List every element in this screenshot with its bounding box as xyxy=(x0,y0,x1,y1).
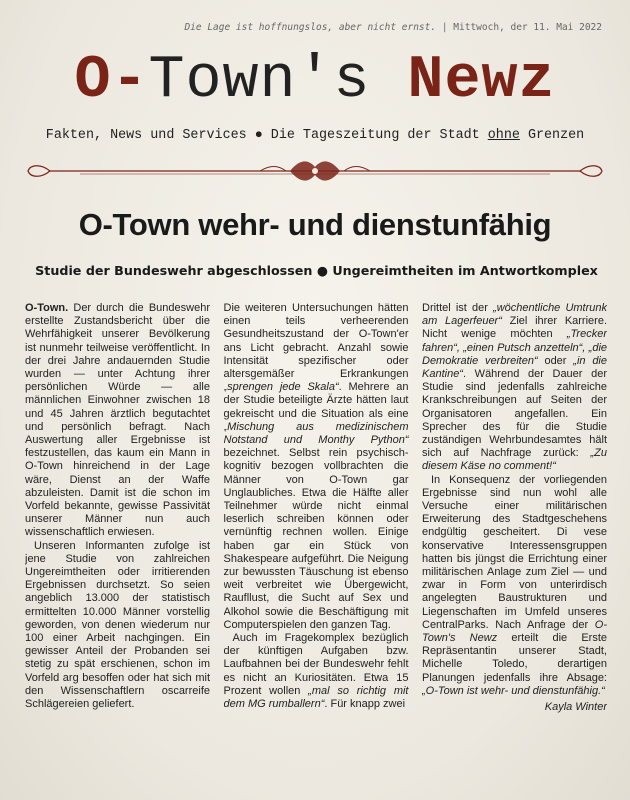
paragraph-text: Drittel ist der xyxy=(422,302,494,314)
motto: Die Lage ist hoffnungslos, aber nicht ernst. xyxy=(184,22,437,33)
quote: „wöchentliche Umtrunk am Lagerfeuer“ xyxy=(422,302,607,328)
paragraph-text: Die weiteren Untersuchungen hätten einen teils verheerenden Gesundheitszustand der O-Town'er ans Licht gebracht. Anzahl sowie Intensität spezifischer oder altersgemäßer Erkrankungen xyxy=(223,302,409,381)
masthead-part-town: Town's xyxy=(148,47,371,115)
column-1 xyxy=(25,302,210,780)
column-2 xyxy=(224,302,409,780)
dateline: O-Town. xyxy=(25,302,69,314)
paragraph-text: . Für knapp zwei xyxy=(324,698,406,711)
paragraph-text: erteilt die Erste Repräsentantin unserer Stadt, Michelle Toledo, derartigen Planungen jedenfalls ihre Absage: xyxy=(422,632,607,684)
tagline-after: Grenzen xyxy=(519,128,585,143)
quote: „Mischung aus medizinischem Notstand und Monthy Python“ xyxy=(223,420,409,447)
tagline xyxy=(0,128,630,143)
quote: „Zu diesem Käse no comment!“ xyxy=(422,447,607,473)
topline xyxy=(184,22,602,33)
issue-date: Mittwoch, der 11. Mai 2022 xyxy=(453,22,602,33)
ornament-divider-icon xyxy=(20,155,610,187)
paragraph-text: Der durch die Bundeswehr erstellte Zustandsbericht über die Wehrfähigkeit unserer Bevölkerung ist nunmehr teilweise veröffentlicht. In der drei Jahre andauernden Studie wurden — unter Achtung ihrer persönlichen Würde — alle männlichen Einwohner zwischen 18 und 45 Jahren ärztlich begutachtet und persönlich befragt. Nach Auswertung aller Ergebnisse ist festzustellen, das kaum ein Mann in O-Town hinreichend in der Lage wäre, Dienst an der Waffe abzuleisten. Damit ist die schon im Vorfeld bekannte, gewisse Passivität unserer Männer nun auch wissenschaftlich erwiesen. xyxy=(25,302,210,539)
publication-name: O-Town's Newz xyxy=(422,618,607,645)
paragraph xyxy=(224,302,409,632)
masthead xyxy=(0,46,630,116)
tagline-before: Fakten, News und Services ● Die Tageszeitung der Stadt xyxy=(45,128,488,143)
paragraph xyxy=(224,632,409,711)
paragraph-text: In Konsequenz der vorliegenden Ergebnisse sind nun wohl alle Versuche einer militärischen Erweiterung des Stadtgeschehens endgültig gescheitert. Di vese konservative Interessensgruppen hatten bis jüngst die Errichtung einer militärischen Anlage zum Ziel — und zwar in Form von unterirdisch angelegten Baustrukturen und Liegenschaften im Umfeld unseres CentralParks. Nach Anfrage der xyxy=(422,473,607,631)
paragraph xyxy=(422,474,607,698)
quote: „Trecker fahren“, „einen Putsch anzetteln“, „die Demokratie verbreiten“ xyxy=(422,328,607,367)
paragraph xyxy=(25,302,210,540)
topline-separator: | xyxy=(436,22,454,33)
quote: „O-Town ist wehr- und dienstunfähig.“ xyxy=(422,684,605,697)
paragraph-text: . Während der Dauer der Studie sind jedenfalls zahlreiche Krankschreibungen auf Seiten der Organisatoren angefallen. Ein Sprecher des für die Studie zuständigen Wehrbundesamtes hält sich auf Nachfrage zurück: xyxy=(422,368,607,460)
article-columns xyxy=(25,302,607,780)
quote: „in die Kantine“ xyxy=(422,354,607,381)
paragraph-text: Auch im Fragekomplex bezüglich der künftigen Aufgaben bzw. Laufbahnen bei der Bundeswehr fehlt es nicht an Kuriositäten. Etwa 15 Prozent wollen xyxy=(223,632,409,697)
paragraph: Unseren Informanten zufolge ist jene Studie von zahlreichen Ungereimtheiten oder irritierenden Ergebnissen durchsetzt. So seien angeblich 13.000 der statistisch ermittelten 10.000 Männer vorstellig geworden, von denen wiederum nur 100 einer Arbeit nachgingen. Ein gewisser Anteil der Probanden sei stetig zu spät erschienen, schon im Vorfeld arg besoffen oder hat sich mit den Wissenschaftlern oscarreife Schlägereien geliefert. xyxy=(25,539,210,711)
article-headline: O-Town wehr- und dienstunfähig xyxy=(78,207,552,242)
masthead-part-newz: Newz xyxy=(407,47,556,115)
tagline-underlined: ohne xyxy=(487,128,520,143)
column-3 xyxy=(422,302,607,780)
paragraph-text: bezeichnet. Selbst rein psychisch-kognitiv bezogen vollbrachten die Männer von O-Town gar Unglaubliches. Etwa die Hälfte aller Teilnehmer würde nicht einmal leserlich schreiben können oder vernünftig rechnen wollen. Einige haben gar ein Stück von Shakespeare aufgeführt. Die Neigung zur bewussten Täuschung ist ebenso weit verbreitet wie Übergewicht, Raufllust, die Sucht auf Sex und Alkohol sowie die Beschäftigung mit Computerspielen den ganzen Tag. xyxy=(223,447,409,631)
masthead-part-o: O- xyxy=(74,47,149,115)
paragraph xyxy=(422,302,607,474)
quote: „mal so richtig mit dem MG rumballern“ xyxy=(223,684,409,711)
author-byline: Kayla Winter xyxy=(544,701,607,714)
paragraph-text: Ziel ihrer Karriere. Nicht wenige möchten xyxy=(422,315,607,341)
article-subheads: Studie der Bundeswehr abgeschlossen ● Ungereimtheiten im Antwortkomplex xyxy=(35,263,598,278)
quote: „sprengen jede Skala“ xyxy=(223,381,339,394)
paragraph-text: oder xyxy=(537,354,574,367)
paragraph-text: . Mehrere an der Studie beteiligte Ärzte hätten laut gekreischt und die Situation als eine xyxy=(223,381,409,420)
